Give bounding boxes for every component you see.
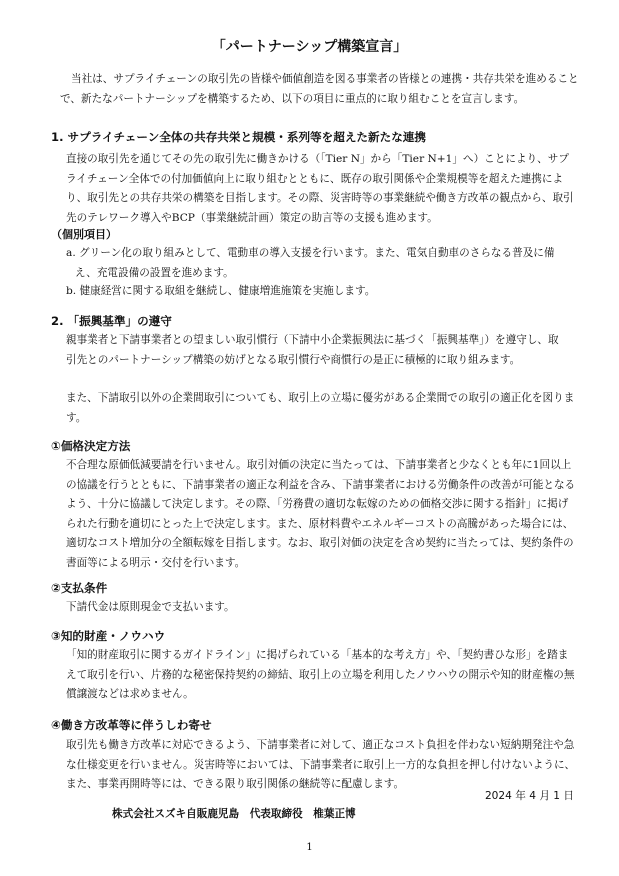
price-determination-body: 不合理な原価低減要請を行いません。取引対価の決定に当たっては、下請事業者と少なくとも年に1回以上の協議を行うとともに、下請事業者の適正な利益を含み、下請事業者における労働条件の改善が可能となるよう、十分に協議して決定します。その際、「労務費の適切な転嫁のための価格交渉に関する指針」に掲げられた行動を適切にとった上で決定します。また、原材料費やエネルギーコストの高騰があった場合には、適切なコスト増加分の全額転嫁を目指します。なお、取引対価の決定を含め契約に当たっては、契約条件の書面等による明示・交付を行います。 <box>66 459 576 569</box>
declaration-date: 2024 年 4 月 1 日 <box>484 790 574 802</box>
signature-line: 株式会社スズキ自販鹿児島 代表取締役 椎葉正博 <box>112 808 356 820</box>
payment-terms-body: 下請代金は原則現金で支払います。 <box>66 601 235 613</box>
section-2-body-2: また、下請取引以外の企業間取引についても、取引上の立場に優劣がある企業間での取引の適正化を図ります。 <box>66 392 575 424</box>
item-b: b. 健康経営に関する取組を継続し、健康増進施策を実施します。 <box>66 285 376 297</box>
item-a: a. グリーン化の取り組みとして、電動車の導入支援を行います。また、電気自動車のさらなる普及に備え、充電設備の設置を進めます。 <box>66 247 555 279</box>
payment-terms-heading: ②支払条件 <box>51 581 108 595</box>
section-2-body-1: 親事業者と下請事業者との望ましい取引慣行（下請中小企業振興法に基づく「振興基準」）を遵守し、取引先とのパートナーシップ構築の妨げとなる取引慣行や商慣行の是正に積極的に取り組みます。 <box>66 334 559 366</box>
price-determination-heading: ①価格決定方法 <box>51 439 131 453</box>
work-style-reform-heading: ④働き方改革等に伴うしわ寄せ <box>51 718 212 732</box>
page-number: 1 <box>306 842 313 853</box>
section-2-heading: 2. 「振興基準」の遵守 <box>51 314 172 328</box>
page-title: 「パートナーシップ構築宣言」 <box>211 39 408 55</box>
section-1-heading: 1. サプライチェーン全体の共存共栄と規模・系列等を超えた新たな連携 <box>51 130 426 144</box>
intro-paragraph: 当社は、サプライチェーンの取引先の皆様や価値創造を図る事業者の皆様との連携・共存共栄を進めることで、新たなパートナーシップを構築するため、以下の項目に重点的に取り組むことを宣言します。 <box>60 73 579 105</box>
section-1-body: 直接の取引先を通じてその先の取引先に働きかける（「Tier N」から「Tier N+1」へ）ことにより、サプライチェーン全体での付加価値向上に取り組むとともに、既存の取引関係や企業規模等を超えた連携により、取引先との共存共栄の構築を目指します。その際、災害時等の事業継続や働き方改革の観点から、取引先のテレワーク導入やBCP（事業継続計画）策定の助言等の支援も進めます。 <box>66 153 574 224</box>
individual-items-heading: （個別項目） <box>51 228 117 241</box>
intellectual-property-heading: ③知的財産・ノウハウ <box>51 629 166 643</box>
work-style-reform-body: 取引先も働き方改革に対応できるよう、下請事業者に対して、適正なコスト負担を伴わない短納期発注や急な仕様変更を行いません。災害時等においては、下請事業者に取引上一方的な負担を押し付けないように、また、事業再開時等には、できる限り取引関係の継続等に配慮します。 <box>66 739 576 791</box>
intellectual-property-body: 「知的財産取引に関するガイドライン」に掲げられている「基本的な考え方」や、「契約書ひな形」を踏まえて取引を行い、片務的な秘密保持契約の締結、取引上の立場を利用したノウハウの開示や知的財産権の無償譲渡などは求めません。 <box>66 649 575 701</box>
